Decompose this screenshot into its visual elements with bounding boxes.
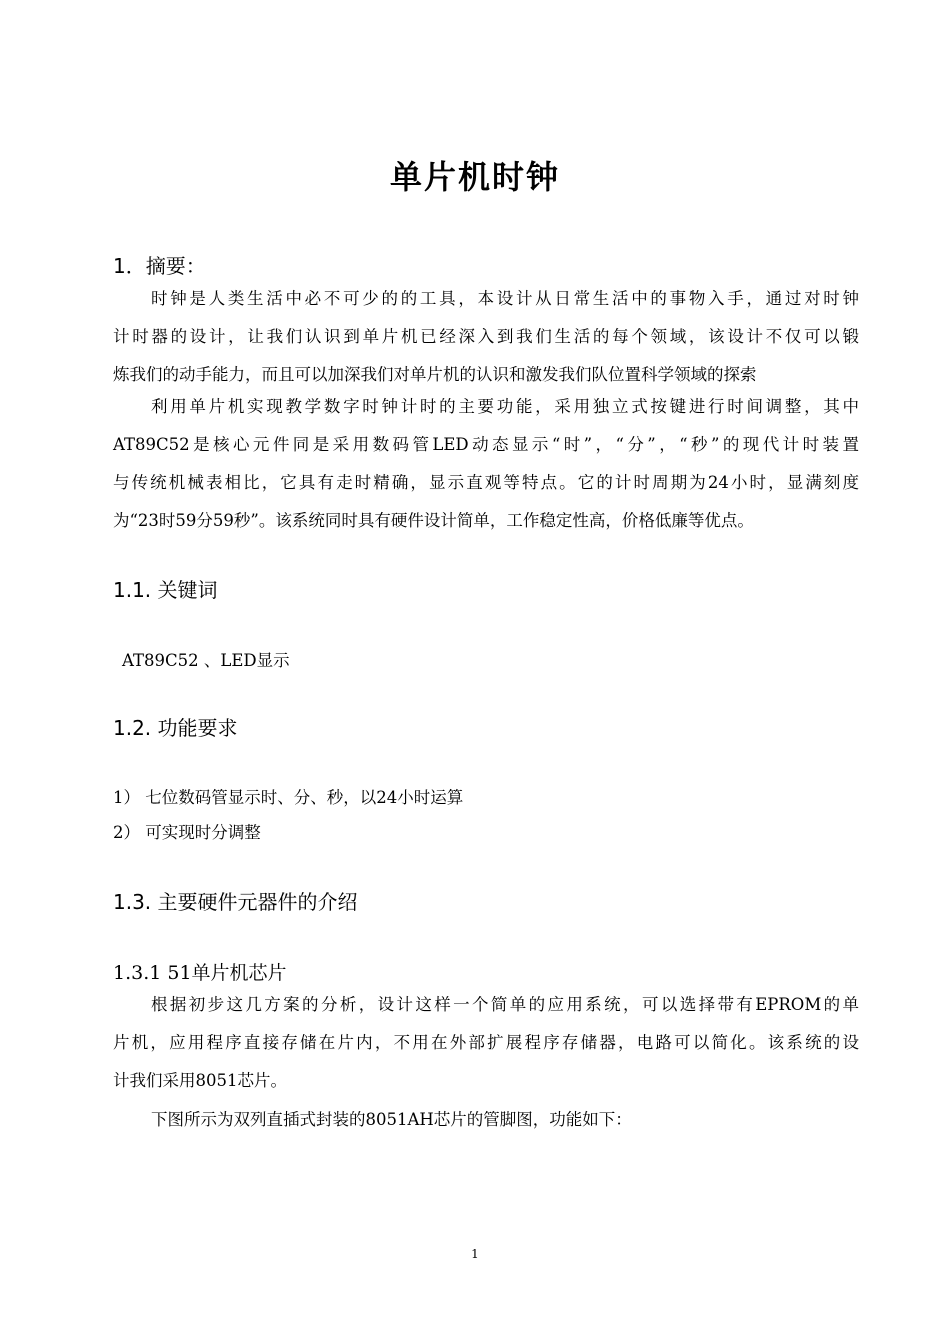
requirement-item: 2） 可实现时分调整 [113,823,261,842]
paragraph-line: 根据初步这几方案的分析，设计这样一个简单的应用系统，可以选择带有EPROM的单 [151,995,859,1014]
requirements-heading: 1.2. 功能要求 [113,716,238,740]
paragraph-line: 计我们采用8051芯片。 [113,1071,287,1090]
abstract-heading: 1．摘要： [113,254,206,278]
chip-subheading: 1.3.1 51单片机芯片 [113,962,287,984]
paragraph-line: 利用单片机实现教学数字时钟计时的主要功能，采用独立式按键进行时间调整，其中 [151,397,859,416]
keywords-text: AT89C52 、LED显示 [122,651,290,670]
paragraph-line: 与传统机械表相比，它具有走时精确，显示直观等特点。它的计时周期为24小时，显满刻度 [113,473,859,492]
page-number: 1 [471,1247,479,1261]
requirement-item: 1） 七位数码管显示时、分、秒，以24小时运算 [113,788,464,807]
document-title: 单片机时钟 [389,158,560,196]
paragraph-line: 片机，应用程序直接存储在片内，不用在外部扩展程序存储器，电路可以简化。该系统的设 [113,1033,859,1052]
chip-paragraph-2: 下图所示为双列直插式封装的8051AH芯片的管脚图，功能如下： [151,1110,632,1129]
paragraph-line: AT89C52是核心元件同是采用数码管LED动态显示“时”，“分”，“秒”的现代计时装置 [113,435,859,454]
abstract-paragraph-2 [113,388,859,540]
chip-paragraph-1 [113,986,859,1100]
abstract-paragraph-1 [113,280,859,394]
keywords-heading: 1.1. 关键词 [113,578,218,602]
paragraph-line: 计时器的设计，让我们认识到单片机已经深入到我们生活的每个领域，该设计不仅可以锻 [113,327,859,346]
paragraph-line: 炼我们的动手能力，而且可以加深我们对单片机的认识和激发我们队位置科学领域的探索 [113,365,757,384]
paragraph-line: 时钟是人类生活中必不可少的的工具，本设计从日常生活中的事物入手，通过对时钟 [151,289,859,308]
hardware-heading: 1.3. 主要硬件元器件的介绍 [113,890,358,914]
paragraph-line: 为“23时59分59秒”。该系统同时具有硬件设计简单，工作稳定性高，价格低廉等优点。 [113,511,754,530]
